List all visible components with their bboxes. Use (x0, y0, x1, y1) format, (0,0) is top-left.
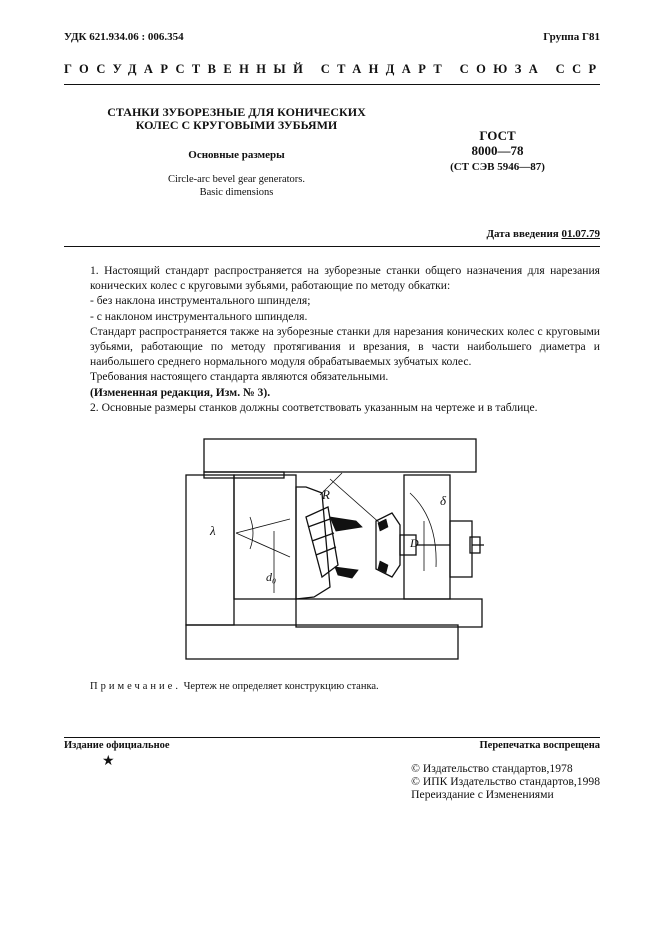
lambda-label: λ (210, 523, 216, 538)
official-edition: Издание официальное (64, 740, 170, 751)
bottom-rule (64, 737, 600, 738)
paragraph-1: 1. Настоящий стандарт распространяется на зуборезные станки общего назначения для нарезания конических колес с круговыми зубьями, работающие по методу обкатки: (90, 264, 600, 293)
gost-label: ГОСТ (479, 128, 516, 143)
gost-number: 8000—78 (471, 143, 524, 158)
machine-drawing (180, 437, 500, 667)
copyright-1978: © Издательство стандартов,1978 (411, 762, 573, 775)
note (90, 681, 379, 692)
gost-cmea: (СТ СЭВ 5946—87) (450, 161, 545, 173)
base (296, 599, 482, 627)
left-column (186, 475, 234, 625)
reissue-note: Переиздание с Изменениями (411, 788, 554, 801)
d-label: D (410, 536, 419, 550)
d0-label: d₀ (266, 570, 277, 584)
star-icon: ★ (102, 754, 115, 769)
note-text: Чертеж не определяет конструкцию станка. (180, 681, 379, 692)
intro-date (486, 228, 600, 240)
title-en: Circle-arc bevel gear generators. Basic dimensions (167, 174, 305, 198)
bullet-2: - с наклоном инструментального шпинделя. (90, 309, 308, 323)
bullet-1: - без наклона инструментального шпинделя; (90, 294, 311, 308)
lower-base (186, 625, 458, 659)
paragraph-4: 2. Основные размеры станков должны соответствовать указанным на чертеже и в таблице. (90, 400, 538, 414)
title-block (64, 106, 409, 199)
amendment-note: (Измененная редакция, Изм. № 3). (90, 385, 271, 399)
group-code: Группа Г81 (543, 31, 600, 43)
r-label: R (322, 487, 330, 502)
top-bed (204, 439, 476, 472)
udk-code: УДК 621.934.06 : 006.354 (64, 31, 184, 43)
note-prefix: Примечание. (90, 681, 181, 692)
copyright-block (411, 762, 600, 801)
top-rule (64, 84, 600, 85)
subtitle-ru: Основные размеры (188, 149, 285, 161)
copyright-1998: © ИПК Издательство стандартов,1998 (411, 775, 600, 788)
intro-date-label: Дата введения (486, 228, 559, 240)
reprint-notice: Перепечатка воспрещена (479, 740, 600, 751)
paragraph-3: Требования настоящего стандарта являются обязательными. (90, 370, 389, 384)
standard-union-heading: ГОСУДАРСТВЕННЫЙ СТАНДАРТ СОЮЗА ССР (64, 62, 604, 76)
title-ru: СТАНКИ ЗУБОРЕЗНЫЕ ДЛЯ КОНИЧЕСКИХ КОЛЕС С КРУГОВЫМИ ЗУБЬЯМИ (107, 105, 366, 132)
date-rule (64, 246, 600, 247)
intro-date-value: 01.07.79 (561, 228, 600, 240)
body-text (90, 263, 600, 415)
gost-block (430, 128, 565, 173)
delta-label: δ (440, 493, 447, 508)
paragraph-2: Стандарт распространяется также на зуборезные станки для нарезания конических колес с круговыми зубьями, работающие по методу протягивания и врезания, в части наибольшего диаметра и наибольшего среднего нормального модуля обрабатываемых зубчатых колес. (90, 324, 600, 369)
